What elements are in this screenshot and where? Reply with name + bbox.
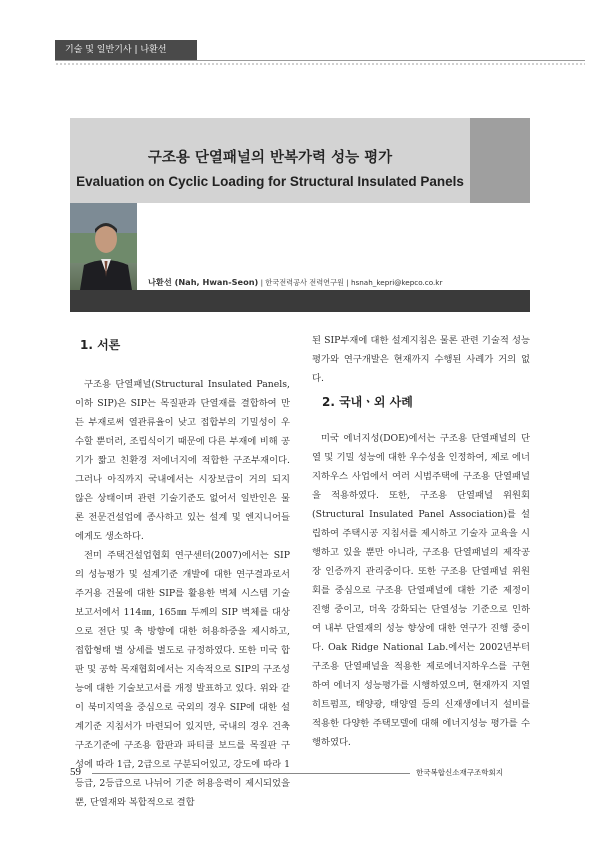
section-1-heading: 1. 서론 bbox=[80, 338, 121, 352]
title-side-panel bbox=[470, 118, 530, 203]
title-korean: 구조용 단열패널의 반복가력 성능 평가 bbox=[147, 150, 393, 166]
header-dot-pattern bbox=[55, 62, 585, 67]
author-name: 나환선 (Nah, Hwan-Seon) bbox=[148, 277, 259, 287]
right-paragraph-1: 미국 에너지성(DOE)에서는 구조용 단열패널의 단열 및 기밀 성능에 대한 우수성을 인정하여, 제로 에너지하우스 사업에서 여러 시범주택에 구조용 단열패널을 적용하였다. 또한, 구조용 단열패널 위원회(Structural Insulated Panel Association)를 설립하여 주택시공 지침서를 제시하고 기술자 교육을 시행하고 있을 뿐만 아니라, 구조용 단열패널의 제작공장 인증까지 관리중이다. 또한 구조용 단열패널 위원회를 중심으로 구조용 단열패널에 대한 기준 제정이 진행 중이고, 더욱 강화되는 단열성능 기준으로 인하여 내부 단열재의 성능 향상에 대한 연구가 진행 중이다. Oak Ridge National Lab.에서는 2002년부터 구조용 단열패널을 적용한 제로에너지하우스를 구현하여 에너지 성능평가를 시행하였으며, 현재까지 지열 히트펌프, 태양광, 태양열 등의 신재생에너지 설비를 적용한 다양한 주택모델에 대해 에너지성능 평가를 수행하였다. bbox=[312, 433, 530, 748]
left-paragraph-2: 전미 주택건설업협회 연구센터(2007)에서는 SIP의 성능평가 및 설계기준 개발에 대한 연구결과로서 주거용 건물에 대한 SIP를 활용한 벽체 시스템 기술보고서에서 114㎜, 165㎜ 두께의 SIP 벽체를 대상으로 전단 및 축 방향에 대한 허용하중을 제시하고, 접합형태 별 상세를 별도로 규정하였다. 또한 미국 합판 및 공학 목재협회에서는 지속적으로 SIP의 구조성능에 대한 기술보고서를 개정 발표하고 있다. 위와 같이 북미지역을 중심으로 국외의 경우 SIP에 대한 설계기준 지침서가 마련되어 있지만, 국내의 경우 건축구조기준에 구조용 합판과 파티클 보드를 목질판 구성에 따라 1급, 2급으로 구분되어있고, 강도에 따라 1등급, 2등급으로 나뉘어 기준 허용응력이 제시되었을 뿐, 단열재와 복합적으로 결합 bbox=[75, 550, 290, 808]
header-rule bbox=[55, 60, 585, 61]
author-portrait-image bbox=[70, 203, 137, 290]
author-photo bbox=[70, 203, 137, 290]
section-tab: 기술 및 일반기사 | 나환선 bbox=[55, 40, 197, 60]
title-bottom-bar bbox=[70, 290, 530, 312]
page-number: 59 bbox=[70, 766, 81, 778]
footer-rule bbox=[92, 773, 410, 774]
right-column bbox=[312, 429, 530, 752]
section-2-heading: 2. 국내ㆍ외 사례 bbox=[322, 395, 413, 409]
journal-name: 한국복합신소재구조학회지 bbox=[416, 768, 503, 777]
left-column bbox=[75, 375, 290, 812]
title-english: Evaluation on Cyclic Loading for Structural Insulated Panels bbox=[76, 174, 464, 189]
author-line bbox=[148, 277, 442, 288]
right-column-top bbox=[312, 331, 530, 388]
right-paragraph-0: 된 SIP부재에 대한 설계지침은 물론 관련 기술적 성능평가와 연구개발은 현재까지 수행된 사례가 거의 없다. bbox=[312, 335, 530, 384]
author-affiliation: | 한국전력공사 전력연구원 | hsnah_kepri@kepco.co.kr bbox=[258, 278, 443, 287]
left-paragraph-1: 구조용 단열패널(Structural Insulated Panels, 이하 SIP)은 SIP는 목질판과 단열재를 결합하여 만든 부재로써 열관류율이 낮고 접합부의 기밀성이 우수할 뿐더러, 조립식이기 때문에 다른 부재에 비해 공기가 짧고 친환경 저에너지에 적합한 구조부재이다. 그러나 아직까지 국내에서는 시장보급이 거의 되지 않은 상태이며 관련 기술기준도 없어서 일반인은 물론 전문건설업에 종사하고 있는 설계 및 엔지니어들에게도 생소하다. bbox=[75, 379, 290, 542]
